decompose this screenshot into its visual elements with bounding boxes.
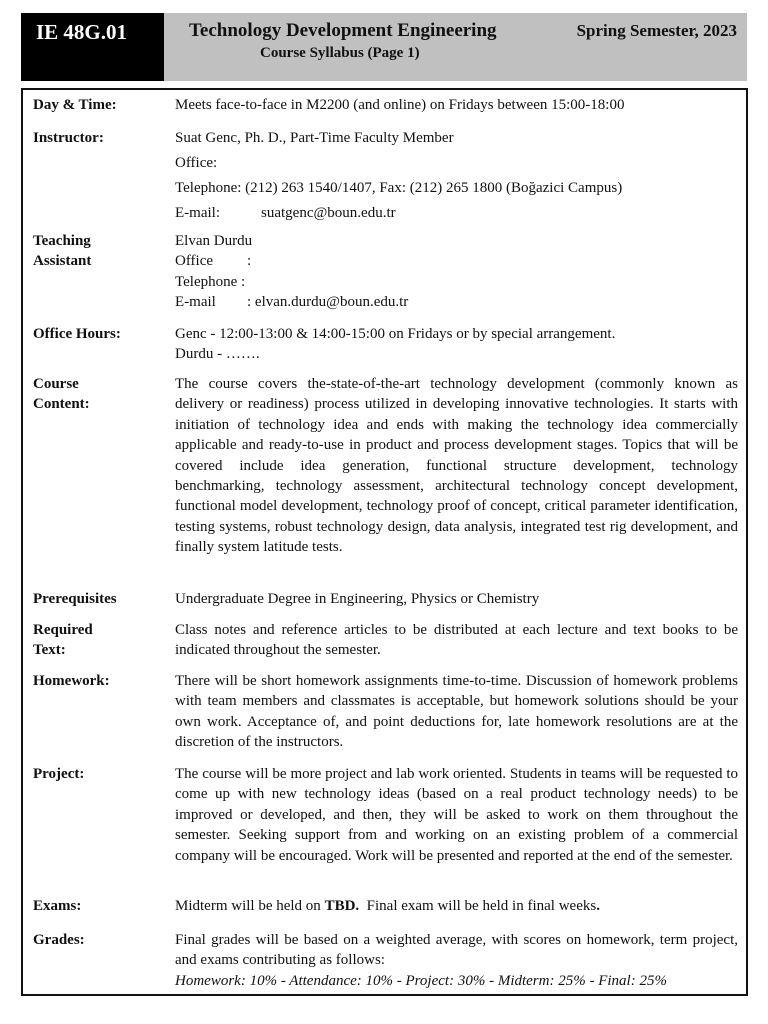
course-content-label (33, 374, 173, 415)
assistant-office-label: Office (175, 253, 214, 270)
course-code: IE 48G.01 (36, 20, 128, 44)
course-content-label-line2: Content: (33, 396, 90, 413)
assistant-email-line (175, 292, 738, 312)
assistant-email: : elvan.durdu@boun.edu.tr (247, 294, 409, 311)
office-hours-value (175, 324, 738, 365)
assistant-label-line1: Teaching (33, 233, 91, 249)
course-content-text: The course covers the-state-of-the-art technology development (commonly known as delivery or readiness) process utilized in developing innovative technologies. It starts with initiation of technology idea and ends with making the technology idea commercially applicable and ready-to-use in product and process development stages. Topics that will be covered include idea generation, functional structure development, technology benchmarking, technology assessment, architectural technology concept development, functional model development, technology proof of concept, critical parameter identification, testing systems, robust technology design, data analysis, integrated test rig development, and finally system latitude tests. (175, 376, 738, 556)
exams-label: Exams: (33, 898, 82, 914)
office-hours-label: Office Hours: (33, 326, 121, 342)
course-content-label-line1: Course (33, 376, 79, 392)
syllabus-header (21, 13, 747, 81)
assistant-value (175, 231, 738, 313)
instructor-email: suatgenc@boun.edu.tr (261, 205, 396, 221)
homework-label: Homework: (33, 673, 110, 689)
exams-text-mid: Final exam will be held in final weeks (359, 898, 597, 914)
instructor-telephone: Telephone: (212) 263 1540/1407, Fax: (212) 265 1800 (Boğazici Campus) (175, 180, 623, 196)
title-box (164, 13, 747, 81)
project-value: The course will be more project and lab work oriented. Students in teams will be requested to come up with new technology ideas (based on a real product technology needs) to be improved or developed, and then, they will be asked to work on them throughout the semester. Seeking support from and working on an existing problem of a commercial company will be encouraged. Work will be presented and reported at the end of the semester. (175, 766, 738, 864)
day-time-value: Meets face-to-face in M2200 (and online) on Fridays between 15:00-18:00 (175, 97, 625, 113)
instructor-email-label: E-mail: (175, 205, 220, 221)
project-label: Project: (33, 766, 85, 782)
syllabus-subtitle: Course Syllabus (Page 1) (260, 45, 420, 61)
assistant-name: Elvan Durdu (175, 233, 253, 249)
assistant-telephone: Telephone : (175, 273, 246, 290)
day-time-label: Day & Time: (33, 97, 117, 113)
office-hours-genc: Genc - 12:00-13:00 & 14:00-15:00 on Fridays or by special arrangement. (175, 326, 616, 342)
grades-breakdown: Homework: 10% - Attendance: 10% - Project: 30% - Midterm: 25% - Final: 25% (175, 972, 667, 989)
required-text-label (33, 620, 173, 661)
instructor-name: Suat Genc, Ph. D., Part-Time Faculty Member (175, 130, 454, 146)
assistant-office-line (175, 251, 738, 271)
course-code-box (21, 13, 164, 81)
instructor-label: Instructor: (33, 130, 104, 146)
assistant-label-line2: Assistant (33, 253, 92, 270)
grades-text: Final grades will be based on a weighted average, with scores on homework, term project, and exams contributing as follows: (175, 932, 738, 969)
prerequisites-value: Undergraduate Degree in Engineering, Physics or Chemistry (175, 591, 540, 607)
assistant-label (33, 231, 173, 272)
grades-value (175, 930, 738, 991)
grades-label: Grades: (33, 932, 85, 948)
instructor-value (175, 126, 738, 226)
semester: Spring Semester, 2023 (576, 21, 737, 40)
exams-value (175, 896, 738, 916)
prerequisites-label: Prerequisites (33, 591, 117, 607)
required-text-value: Class notes and reference articles to be distributed at each lecture and text books to be indicated throughout the semester. (175, 622, 738, 659)
required-text-label-line1: Required (33, 622, 93, 638)
instructor-office: Office: (175, 155, 218, 171)
required-text-label-line2: Text: (33, 642, 66, 659)
course-title: Technology Development Engineering (189, 20, 497, 41)
office-hours-durdu: Durdu - ……. (175, 346, 260, 363)
syllabus-content (21, 88, 748, 996)
exams-tbd: TBD. (324, 898, 360, 914)
exams-dot: . (596, 898, 600, 914)
exams-text-pre: Midterm will be held on (175, 898, 325, 914)
homework-value: There will be short homework assignments time-to-time. Discussion of homework problems with team members and classmates is acceptable, but homework solutions should be your own work. Acceptance of, and point deductions for, late homework resolutions are at the discretion of the instructors. (175, 673, 738, 751)
assistant-email-label: E-mail (175, 294, 216, 311)
assistant-office-sep: : (247, 253, 252, 270)
instructor-email-line (175, 201, 738, 226)
